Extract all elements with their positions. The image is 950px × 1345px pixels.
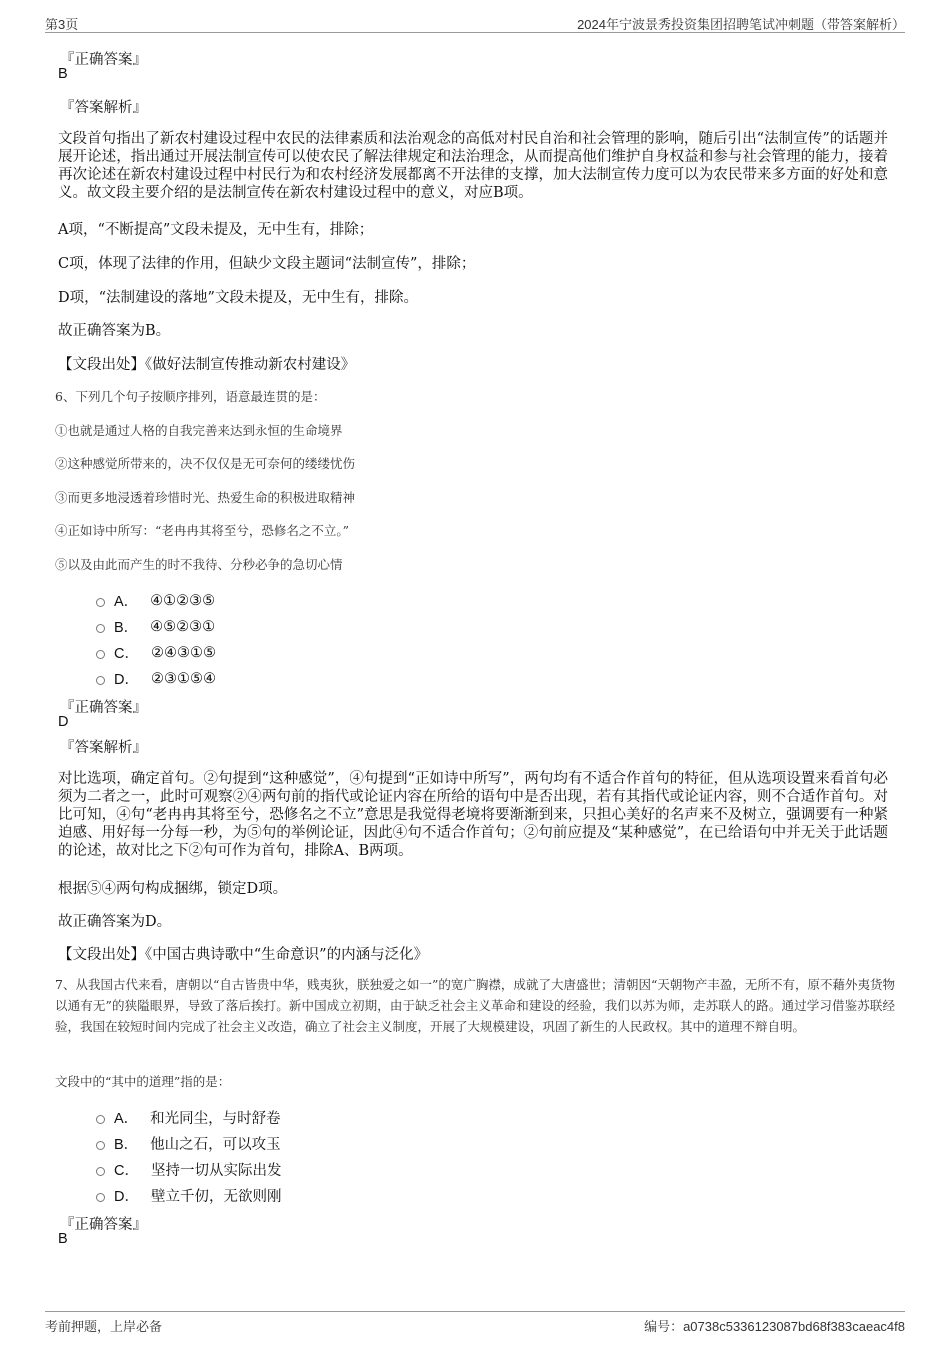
radio-icon[interactable]	[96, 1167, 105, 1176]
radio-icon[interactable]	[96, 676, 105, 685]
sentence-item: ①也就是通过人格的自我完善来达到永恒的生命境界	[55, 423, 343, 438]
option-letter: B．	[114, 1137, 139, 1153]
option-d[interactable]	[96, 1185, 281, 1206]
analysis-note: 根据⑤④两句构成捆绑，锁定D项。	[58, 881, 288, 897]
option-text: ②④③①⑤	[150, 644, 216, 661]
correct-answer: B	[58, 66, 68, 82]
analysis-label: 『答案解析』	[60, 100, 147, 116]
analysis-note-c: C项，体现了法律的作用，但缺少文段主题词“法制宣传”，排除；	[58, 256, 476, 272]
option-c[interactable]	[96, 1159, 281, 1180]
answer-label: 『正确答案』	[60, 1217, 147, 1233]
option-a[interactable]	[96, 590, 215, 611]
option-letter: C．	[114, 1163, 139, 1179]
sentence-item: ③而更多地浸透着珍惜时光、热爱生命的积极进取精神	[55, 490, 356, 505]
option-text: ④⑤②③①	[150, 618, 216, 635]
radio-icon[interactable]	[96, 1141, 105, 1150]
option-a[interactable]	[96, 1107, 281, 1128]
analysis-conclusion: 故正确答案为B。	[58, 323, 171, 339]
question-stem: 7、从我国古代来看，唐朝以“自古皆贵中华，贱夷狄，朕独爱之如一”的宽广胸襟，成就了大唐盛世；清朝因“天朝物产丰盈，无所不有，原不藉外夷货物以通有无”的狭隘眼界，导致了落后挨打。新中国成立初期，由于缺乏社会主义革命和建设的经验，我们以苏为师，走苏联人的路。通过学习借鉴苏联经验，我国在较短时间内完成了社会主义改造，确立了社会主义制度，开展了大规模建设，巩固了新生的人民政权。其中的道理不辩自明。	[55, 977, 895, 1034]
option-text: 壁立千仞，无欲则刚	[150, 1189, 282, 1205]
text-source: 【文段出处】《做好法制宣传推动新农村建设》	[58, 357, 356, 373]
option-c[interactable]	[96, 642, 216, 663]
document-code: 编号：a0738c5336123087bd68f383caeac4f8	[644, 1319, 905, 1334]
option-b[interactable]	[96, 1133, 281, 1154]
footer-slogan: 考前押题，上岸必备	[45, 1320, 163, 1335]
sentence-item: ②这种感觉所带来的，决不仅仅是无可奈何的缕缕忧伤	[55, 456, 356, 471]
analysis-label: 『答案解析』	[60, 740, 147, 756]
radio-icon[interactable]	[96, 1193, 105, 1202]
analysis-conclusion: 故正确答案为D。	[58, 914, 172, 930]
option-b[interactable]	[96, 616, 215, 637]
option-d[interactable]	[96, 668, 216, 689]
page-header	[45, 12, 905, 33]
question-stem: 6、下列几个句子按顺序排列，语意最连贯的是：	[55, 389, 326, 404]
page-number: 第3页	[45, 17, 79, 32]
page-footer	[45, 1311, 905, 1336]
radio-icon[interactable]	[96, 598, 105, 607]
text-source: 【文段出处】《中国古典诗歌中“生命意识”的内涵与泛化》	[58, 947, 429, 963]
analysis-text: 文段首句指出了新农村建设过程中农民的法律素质和法治观念的高低对村民自治和社会管理的影响，随后引出“法制宣传”的话题并展开论述，指出通过开展法制宣传可以使农民了解法律规定和法治理念，从而提高他们维护自身权益和参与社会管理的能力，接着再次论述在新农村建设过程中村民行为和农村经济发展都离不开法律的支撑，加大法制宣传力度可以为农民带来多方面的好处和意义。故文段主要介绍的是法制宣传在新农村建设过程中的意义，对应B项。	[58, 131, 888, 201]
option-letter: A．	[114, 1111, 139, 1127]
option-letter: D．	[114, 672, 139, 688]
option-text: 坚持一切从实际出发	[150, 1163, 282, 1179]
answer-label: 『正确答案』	[60, 700, 147, 716]
option-letter: A．	[114, 594, 139, 610]
option-letter: B．	[114, 620, 139, 636]
option-letter: D．	[114, 1189, 139, 1205]
correct-answer: D	[58, 714, 69, 730]
option-text: 和光同尘，与时舒卷	[150, 1111, 281, 1127]
sentence-item: ⑤以及由此而产生的时不我待、分秒必争的急切心情	[55, 557, 343, 572]
answer-label: 『正确答案』	[60, 52, 147, 68]
document-title: 2024年宁波景秀投资集团招聘笔试冲刺题（带答案解析）	[577, 17, 905, 32]
analysis-note-a: A项，“不断提高”文段未提及，无中生有，排除；	[58, 222, 374, 238]
radio-icon[interactable]	[96, 1115, 105, 1124]
sentence-item: ④正如诗中所写：“老冉冉其将至兮，恐修名之不立。”	[55, 523, 350, 538]
question-prompt: 文段中的“其中的道理”指的是：	[55, 1074, 231, 1089]
radio-icon[interactable]	[96, 650, 105, 659]
analysis-text: 对比选项，确定首句。②句提到“这种感觉”，④句提到“正如诗中所写”，两句均有不适合作首句的特征，但从选项设置来看首句必须为二者之一，此时可观察②④两句前的指代或论证内容在所给的语句中是否出现，若有其指代或论证内容，则不合适作首句。对比可知，④句“老冉冉其将至兮，恐修名之不立”意思是我觉得老境将要渐渐到来，只担心美好的名声来不及树立，强调要有一种紧迫感、用好每一分每一秒，为⑤句的举例论证，因此④句不适合作首句；②句前应提及“某种感觉”，在已给语句中并无关于此话题的论述，故对比之下②句可作为首句，排除A、B两项。	[58, 771, 888, 859]
option-letter: C．	[114, 646, 139, 662]
option-text: ④①②③⑤	[150, 592, 216, 609]
option-text: 他山之石，可以攻玉	[150, 1137, 281, 1153]
option-text: ②③①⑤④	[150, 670, 216, 687]
correct-answer: B	[58, 1231, 68, 1247]
radio-icon[interactable]	[96, 624, 105, 633]
analysis-note-d: D项，“法制建设的落地”文段未提及，无中生有，排除。	[58, 290, 418, 306]
